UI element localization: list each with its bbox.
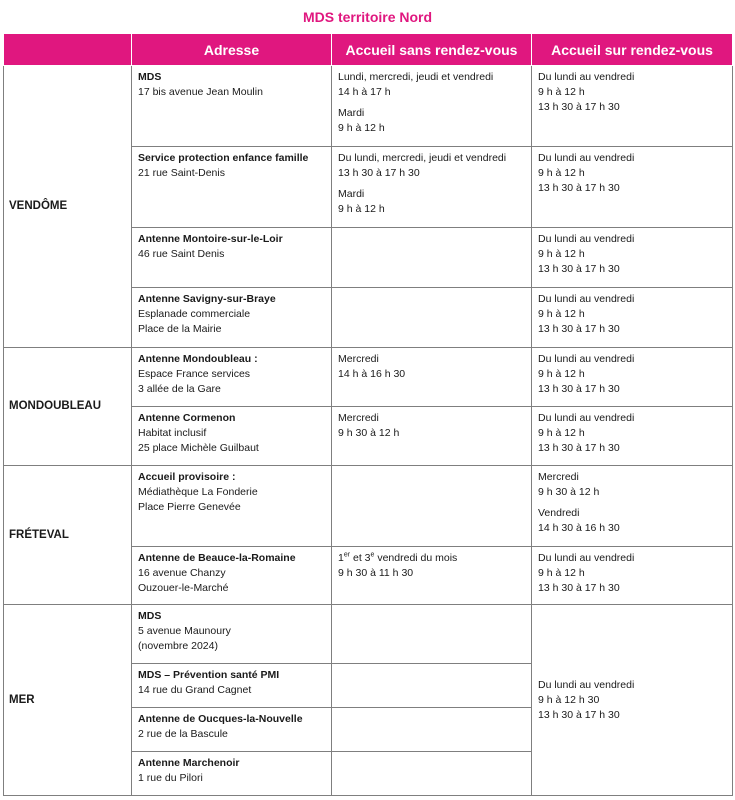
commune-freteval: FRÉTEVAL (4, 466, 132, 605)
days-text: Lundi, mercredi, jeudi et vendredi (338, 71, 494, 83)
address-line: 2 rue de la Bascule (138, 728, 228, 740)
site-name: Antenne Montoire-sur-le-Loir (138, 233, 283, 245)
hours-text: 13 h 30 à 17 h 30 (538, 101, 620, 113)
sans-rdv-cell (332, 288, 532, 348)
hours-text: 13 h 30 à 17 h 30 (538, 708, 620, 721)
hours-text: 13 h 30 à 17 h 30 (538, 383, 620, 395)
site-name: Accueil provisoire : (138, 471, 236, 483)
address-line: 3 allée de la Gare (138, 383, 221, 395)
address-line: 46 rue Saint Denis (138, 248, 225, 260)
days-text: Du lundi au vendredi (538, 412, 635, 424)
site-name: MDS (138, 610, 162, 622)
site-name: MDS – Prévention santé PMI (138, 669, 280, 681)
table-row (4, 466, 733, 547)
sur-rdv-cell (532, 147, 733, 228)
ordinal-tail: vendredi du mois (374, 552, 458, 564)
address-line: Place de la Mairie (138, 323, 222, 335)
hours-text: 9 h à 12 h (338, 203, 385, 215)
header-sans-rdv: Accueil sans rendez-vous (332, 34, 532, 66)
site-name: Antenne Mondoubleau : (138, 353, 258, 365)
address-line: Espace France services (138, 368, 251, 380)
hours-text: 9 h 30 à 12 h (538, 486, 600, 498)
table-row (4, 348, 733, 407)
sans-rdv-cell (332, 348, 532, 407)
ordinal-suffix: er (343, 551, 351, 559)
hours-text: 9 h à 12 h (538, 248, 585, 260)
sur-rdv-cell (532, 288, 733, 348)
hours-text: 9 h à 12 h (538, 368, 585, 380)
hours-text: 13 h 30 à 17 h 30 (538, 582, 620, 594)
days-text: Du lundi au vendredi (538, 152, 635, 164)
site-name: Antenne Marchenoir (138, 757, 240, 769)
days-text: Mardi (338, 188, 365, 200)
hours-text: 9 h à 12 h (338, 122, 385, 134)
address-cell (132, 547, 332, 605)
hours-text: 14 h 30 à 16 h 30 (538, 522, 620, 534)
table-row (4, 66, 733, 147)
days-text: Du lundi, mercredi, jeudi et vendredi (338, 152, 507, 164)
hours-text: 9 h à 12 h 30 (538, 693, 600, 706)
days-text: Mercredi (338, 353, 379, 365)
schedule-table (3, 33, 733, 796)
site-name: Service protection enfance famille (138, 152, 309, 164)
days-text: Du lundi au vendredi (538, 293, 635, 305)
sans-rdv-cell (332, 605, 532, 664)
hours-text: 9 h à 12 h (538, 86, 585, 98)
hours-text: 13 h 30 à 17 h 30 (538, 263, 620, 275)
address-line: 1 rue du Pilori (138, 772, 203, 784)
address-cell (132, 605, 332, 664)
ordinal-mid: et 3 (350, 552, 371, 564)
days-text: Mercredi (338, 412, 379, 424)
sans-rdv-cell (332, 752, 532, 796)
sans-rdv-cell (332, 407, 532, 466)
address-line: Ouzouer-le-Marché (138, 582, 229, 594)
address-line: (novembre 2024) (138, 640, 218, 652)
header-row (4, 34, 733, 66)
site-name: Antenne Cormenon (138, 412, 236, 424)
commune-mer: MER (4, 605, 132, 796)
hours-text: 9 h à 12 h (538, 308, 585, 320)
site-name: Antenne Savigny-sur-Braye (138, 293, 276, 305)
sur-rdv-cell (532, 605, 733, 796)
sans-rdv-cell (332, 228, 532, 288)
page-title: MDS territoire Nord (302, 9, 433, 25)
address-cell (132, 147, 332, 228)
address-line: 17 bis avenue Jean Moulin (138, 86, 263, 98)
sans-rdv-cell (332, 466, 532, 547)
address-cell (132, 66, 332, 147)
header-commune (4, 34, 132, 66)
address-line: 25 place Michèle Guilbaut (138, 442, 259, 454)
sur-rdv-cell (532, 547, 733, 605)
commune-vendome: VENDÔME (4, 66, 132, 348)
ordinal-suffix: e (370, 551, 375, 559)
address-line: Place Pierre Genevée (138, 501, 241, 513)
address-line: Esplanade commerciale (138, 308, 251, 320)
hours-text: 9 h 30 à 12 h (338, 427, 400, 439)
address-cell (132, 664, 332, 708)
hours-text: 13 h 30 à 17 h 30 (338, 167, 420, 179)
address-line: Médiathèque La Fonderie (138, 486, 258, 498)
address-cell (132, 348, 332, 407)
days-text: Mercredi (538, 471, 579, 483)
ordinal-first: 1 (338, 552, 344, 564)
site-name: Antenne de Beauce-la-Romaine (138, 552, 296, 564)
address-cell (132, 228, 332, 288)
hours-text: 14 h à 16 h 30 (338, 368, 406, 380)
address-line: 16 avenue Chanzy (138, 567, 226, 579)
address-cell (132, 708, 332, 752)
sur-rdv-cell (532, 228, 733, 288)
hours-text: 13 h 30 à 17 h 30 (538, 442, 620, 454)
hours-text: 9 h 30 à 11 h 30 (338, 567, 414, 579)
days-text: Du lundi au vendredi (538, 233, 635, 245)
days-text: Du lundi au vendredi (538, 71, 635, 83)
table-row (4, 605, 733, 664)
sans-rdv-cell (332, 147, 532, 228)
address-line: Habitat inclusif (138, 427, 207, 439)
site-name: Antenne de Oucques-la-Nouvelle (138, 713, 303, 725)
days-text: Mardi (338, 107, 365, 119)
sur-rdv-cell (532, 348, 733, 407)
days-text: Du lundi au vendredi (538, 353, 635, 365)
sans-rdv-cell (332, 547, 532, 605)
address-line: 21 rue Saint-Denis (138, 167, 225, 179)
hours-text: 9 h à 12 h (538, 427, 585, 439)
hours-text: 9 h à 12 h (538, 567, 585, 579)
days-text: Vendredi (538, 507, 580, 519)
days-text: Du lundi au vendredi (538, 552, 635, 564)
sans-rdv-cell (332, 708, 532, 752)
address-cell (132, 407, 332, 466)
header-sur-rdv: Accueil sur rendez-vous (532, 34, 733, 66)
hours-text: 13 h 30 à 17 h 30 (538, 323, 620, 335)
site-name: MDS (138, 71, 162, 83)
commune-mondoubleau: MONDOUBLEAU (4, 348, 132, 466)
sur-rdv-cell (532, 407, 733, 466)
address-line: 5 avenue Maunoury (138, 625, 231, 637)
header-adresse: Adresse (132, 34, 332, 66)
sans-rdv-cell (332, 66, 532, 147)
hours-text: 14 h à 17 h (338, 86, 391, 98)
sans-rdv-cell (332, 664, 532, 708)
address-cell (132, 288, 332, 348)
days-text: Du lundi au vendredi (538, 678, 635, 691)
days-text (338, 551, 525, 566)
sur-rdv-cell (532, 66, 733, 147)
address-line: 14 rue du Grand Cagnet (138, 684, 252, 696)
address-cell (132, 752, 332, 796)
hours-text: 9 h à 12 h (538, 167, 585, 179)
sur-rdv-cell (532, 466, 733, 547)
address-cell (132, 466, 332, 547)
hours-text: 13 h 30 à 17 h 30 (538, 182, 620, 194)
